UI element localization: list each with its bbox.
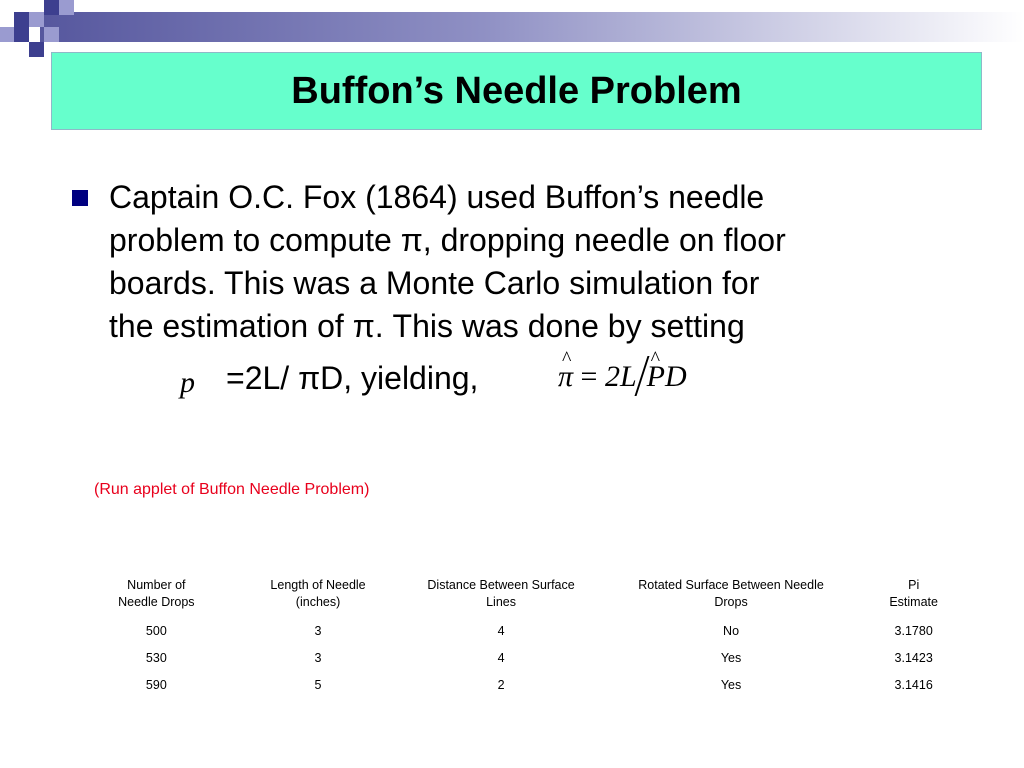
header-pi-estimate: Pi Estimate bbox=[889, 578, 938, 609]
bullet-line: problem to compute π, dropping needle on floor bbox=[109, 222, 786, 258]
table-cell: 5 bbox=[314, 677, 322, 692]
table-header-row bbox=[76, 573, 968, 617]
p-hat-symbol: ^ P bbox=[647, 360, 665, 394]
pi-hat-symbol: ^ π bbox=[558, 360, 573, 394]
table-cell: 530 bbox=[145, 650, 167, 665]
bullet-line: Captain O.C. Fox (1864) used Buffon’s needle bbox=[109, 179, 765, 215]
title-box bbox=[51, 52, 982, 130]
slide-title: Buffon’s Needle Problem bbox=[291, 69, 742, 112]
decorative-square bbox=[44, 0, 59, 15]
decorative-header-band bbox=[40, 12, 1024, 42]
table-cell: 3 bbox=[314, 650, 322, 665]
bullet-text bbox=[109, 176, 989, 348]
table-cell: 4 bbox=[497, 650, 505, 665]
decorative-square bbox=[14, 12, 29, 27]
equals-symbol: = bbox=[580, 360, 598, 393]
equation-text: =2L/ πD, yielding, bbox=[226, 360, 479, 396]
table-row bbox=[76, 671, 968, 698]
table-row bbox=[76, 617, 968, 644]
header-needle-length: Length of Needle (inches) bbox=[270, 578, 366, 609]
table-cell: 3 bbox=[314, 623, 322, 638]
header-needle-drops: Number of Needle Drops bbox=[118, 578, 195, 609]
bullet-square-icon bbox=[72, 190, 88, 206]
table-cell: 3.1423 bbox=[894, 650, 933, 665]
table-cell: 3.1416 bbox=[894, 677, 933, 692]
table-cell: 4 bbox=[497, 623, 505, 638]
table-row bbox=[76, 644, 968, 671]
decorative-square bbox=[0, 27, 15, 42]
results-table bbox=[76, 573, 968, 698]
pi-estimate-formula bbox=[558, 356, 687, 396]
table-cell: Yes bbox=[720, 677, 742, 692]
decorative-square bbox=[14, 27, 29, 42]
header-rotated-surface: Rotated Surface Between Needle Drops bbox=[638, 578, 824, 609]
header-line-distance: Distance Between Surface Lines bbox=[427, 578, 575, 609]
p-symbol: p bbox=[180, 366, 195, 399]
decorative-square bbox=[29, 42, 44, 57]
run-applet-link[interactable]: (Run applet of Buffon Needle Problem) bbox=[94, 481, 370, 498]
table-cell: 590 bbox=[145, 677, 167, 692]
d-term: D bbox=[664, 360, 687, 393]
bullet-line: the estimation of π. This was done by setting bbox=[109, 308, 745, 344]
bullet-line: boards. This was a Monte Carlo simulation for bbox=[109, 265, 760, 301]
two-l-term: 2L bbox=[604, 360, 637, 393]
table-cell: 500 bbox=[145, 623, 167, 638]
table-cell: 3.1780 bbox=[894, 623, 933, 638]
table-cell: Yes bbox=[720, 650, 742, 665]
decorative-square bbox=[59, 0, 74, 15]
table-cell: No bbox=[723, 623, 740, 638]
decorative-square bbox=[29, 12, 44, 27]
decorative-square bbox=[44, 27, 59, 42]
table-cell: 2 bbox=[497, 677, 505, 692]
